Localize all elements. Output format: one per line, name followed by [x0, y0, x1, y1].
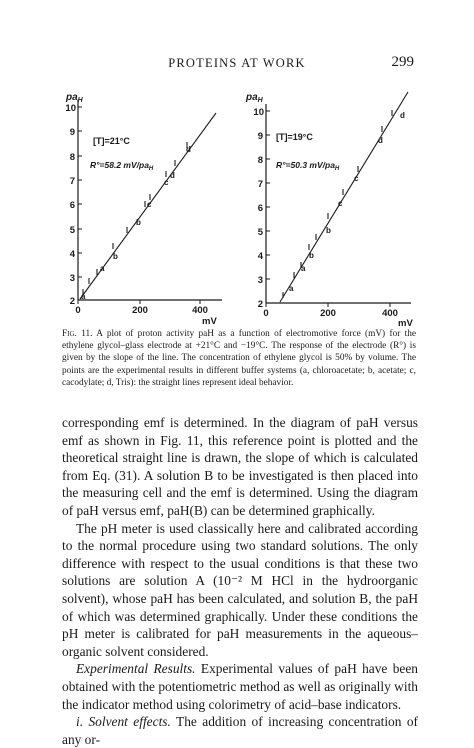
ideal-line: [280, 92, 408, 302]
temperature-label: [T]=19°C: [276, 132, 313, 142]
y-tick-label: 10: [65, 103, 76, 114]
y-tick-label: 6: [257, 203, 263, 214]
svg-text:d: d: [378, 136, 383, 145]
y-tick-label: 9: [69, 127, 75, 138]
running-head: PROTEINS AT WORK: [168, 56, 306, 70]
run-in-heading: Experimental Results.: [76, 661, 196, 677]
svg-text:d: d: [170, 171, 175, 180]
svg-text:b: b: [136, 218, 141, 227]
svg-text:b: b: [326, 226, 331, 235]
slope-label: R°=50.3 $mV/pa_H$: [276, 160, 340, 172]
y-tick-label: 8: [257, 155, 263, 166]
paragraph: The pH meter is used classically here and calibrated according to the normal procedure using two standard solutions. The only difference with respect to the usual conditions is that these two solutions are solution A (10⁻² M HCl in the hydroorganic solvent), whose paH has been calculated, and solution B, the paH of which was determined graphically. Under these conditions the pH meter is calibrated for paH measurements in the aqueous–organic solvent considered.: [62, 520, 418, 659]
y-tick-label: 7: [257, 179, 263, 190]
svg-text:a: a: [289, 284, 294, 293]
x-tick-label: 400: [192, 305, 208, 316]
y-tick-label: 3: [69, 273, 75, 284]
paragraph: i. Solvent effects. The addition of increasing concentration of any or-: [62, 714, 418, 747]
y-tick-label: 2: [257, 299, 263, 310]
svg-text:c: c: [338, 199, 343, 208]
y-tick-label: 3: [257, 275, 263, 286]
y-tick-label: 5: [257, 227, 263, 238]
y-tick-label: 9: [257, 131, 263, 142]
svg-text:d: d: [186, 145, 191, 154]
svg-text:c: c: [147, 200, 152, 209]
svg-text:a: a: [81, 292, 86, 301]
y-tick-label: 8: [69, 152, 75, 163]
y-tick-label: 5: [69, 225, 75, 236]
slope-label: R°=58.2 $mV/pa_H$: [90, 160, 154, 172]
figure-11: [0, 0, 474, 330]
svg-text:c: c: [354, 174, 359, 183]
y-tick-label: 2: [69, 296, 75, 307]
y-tick-label: 4: [257, 251, 263, 262]
y-tick-label: 7: [69, 176, 75, 187]
svg-text:a: a: [100, 264, 105, 273]
svg-text:a: a: [301, 264, 306, 273]
paragraph: Experimental Results. Experimental values of paH have been obtained with the potentiometric method as well as originally with the indicator method using colorimetry of acid–base indicators.: [62, 661, 418, 712]
paragraph: corresponding emf is determined. In the diagram of paH versus emf as shown in Fig. 11, this reference point is plotted and the theoretical straight line is drawn, the slope of which is calculated from Eq. (31). A solution B to be investigated is then placed into the measuring cell and the emf is determined. Using the diagram of paH versus emf, paH(B) can be determined graphically.: [62, 415, 418, 518]
x-tick-label: 200: [132, 305, 148, 316]
y-axis-title: $pa_H$: [66, 92, 83, 104]
svg-text:d: d: [400, 111, 405, 120]
page-number: 299: [391, 54, 414, 70]
x-axis-unit: mV: [202, 316, 217, 327]
y-tick-label: 4: [69, 249, 75, 260]
y-tick-label: 10: [253, 107, 264, 118]
svg-text:b: b: [309, 251, 314, 260]
figure-caption: [62, 328, 416, 389]
svg-text:c: c: [164, 178, 169, 187]
body-text: [62, 414, 418, 748]
svg-text:b: b: [113, 252, 118, 261]
temperature-label: [T]=21°C: [93, 136, 130, 146]
run-in-heading: i. Solvent effects.: [76, 714, 171, 730]
caption-text: A plot of proton activity paH as a function of electromotive force (mV) for the ethylene glycol–glass electrode at +21°C and −19°C. The response of the electrode (R°) is given by the slope of the line. The concentration of ethylene glycol is 50% by volume. The points are the experimental results in different buffer systems (a, chloroacetate; b, acetate; c, cacodylate; d, Tris): the straight lines represent ideal behavior.: [62, 329, 416, 388]
x-axis-unit: mV: [398, 318, 413, 329]
y-tick-label: 6: [69, 200, 75, 211]
panel-left: [65, 92, 222, 327]
panel-right: [245, 92, 413, 329]
y-axis-title: $pa_H$: [246, 92, 263, 104]
x-tick-label: 0: [263, 308, 269, 319]
x-tick-label: 400: [382, 308, 398, 319]
x-tick-label: 200: [320, 308, 336, 319]
x-tick-label: 0: [75, 305, 81, 316]
caption-label: Fig. 11.: [62, 329, 93, 339]
